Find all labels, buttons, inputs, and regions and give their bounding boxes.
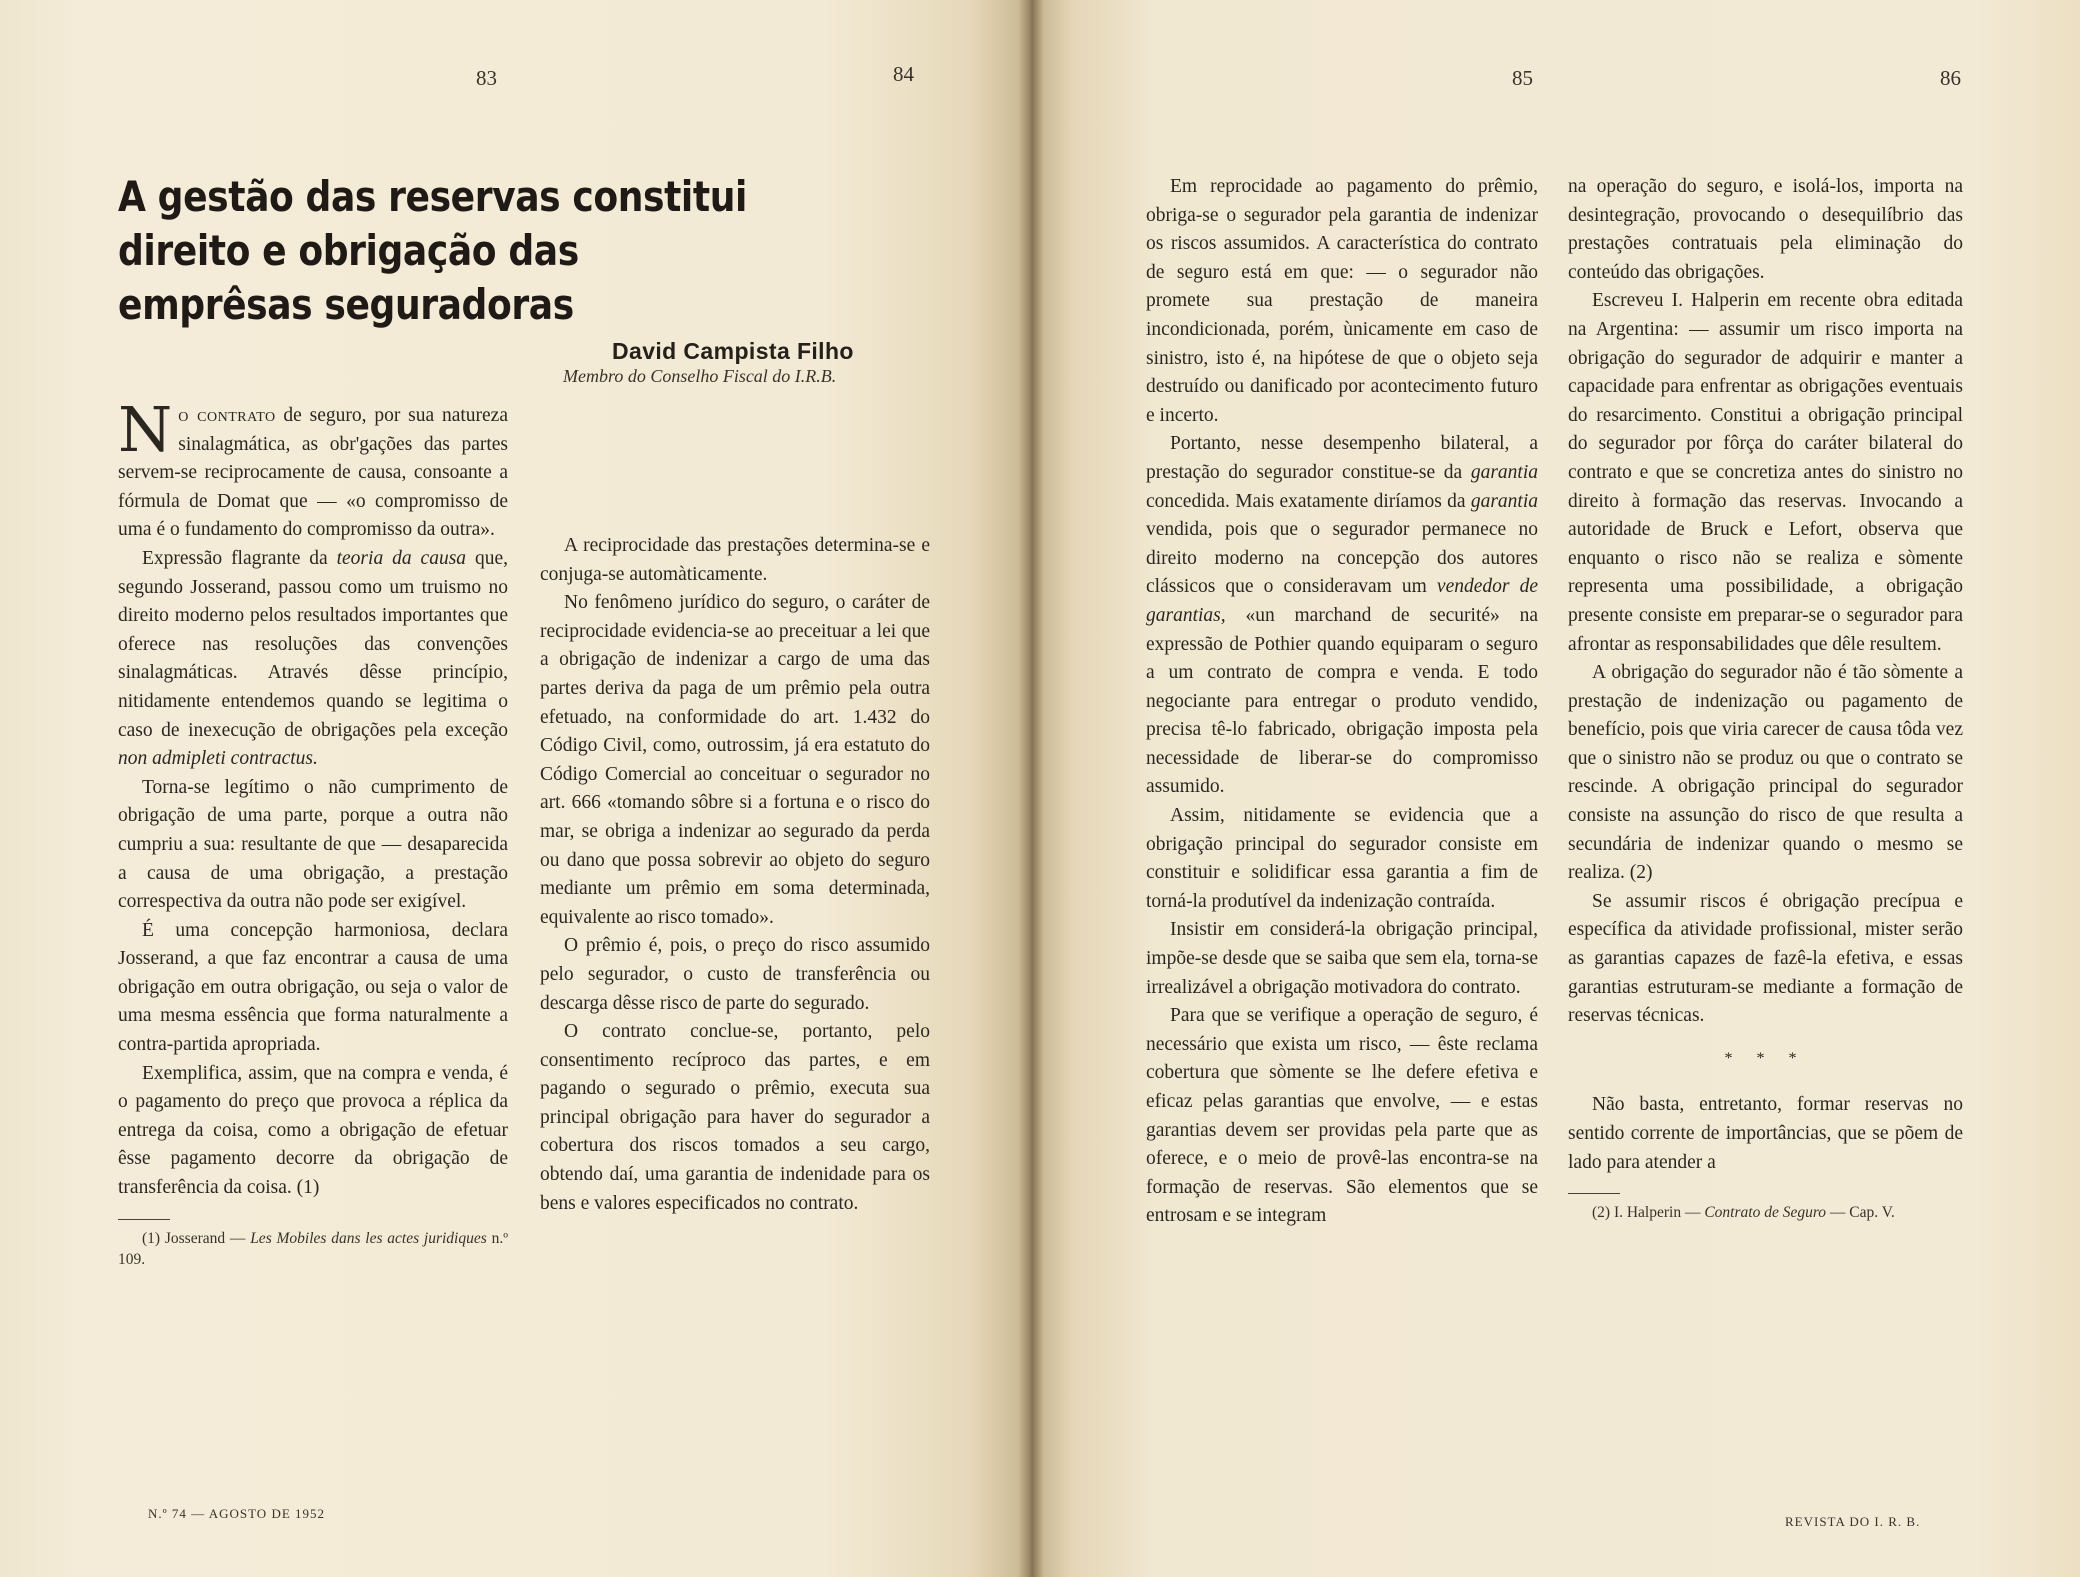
emphasis: non admipleti contractus. — [118, 748, 318, 770]
text-run: concedida. Mais exatamente diríamos da — [1146, 490, 1471, 512]
author-affiliation: Membro do Conselho Fiscal do I.R.B. — [563, 366, 837, 386]
text-run: «un marchand de securité» na expressão de Pothier quando equiparam o seguro a um contrato de compra e venda. E todo negociante para entregar o produto vendido, precisa tê-lo fabricado, obrigação imposta pela necessidade de liberar-se do compromisso assumido. — [1146, 604, 1538, 798]
paragraph-4: É uma concepção harmoniosa, declara Josserand, a que faz encontrar a causa de uma obrigação em outra obrigação, ou seja o valor de uma mesma essência que forma naturalmente a contra-partida apropriada. — [118, 919, 508, 1056]
column-4 — [1568, 173, 1963, 1223]
column-3 — [1146, 173, 1538, 1231]
paragraph-4: Insistir em considerá-la obrigação principal, impõe-se desde que se saiba que sem ela, torna-se irrealizável a obrigação motivadora do contrato. — [1146, 919, 1538, 998]
text-run: (1) Josserand — — [142, 1229, 251, 1247]
paragraph-2: No fenômeno jurídico do seguro, o caráter de reciprocidade evidencia-se ao preceituar a lei que a obrigação de indenizar a cargo de uma das partes deriva da paga de um prêmio pela outra efetuado, na conformidade do art. 1.432 do Código Civil, como, outrossim, já era estatuto do Código Comercial ao conceituar o segurador no art. 666 «tomando sôbre si a fortuna e o risco do mar, se obriga a indenizar ao segurado da perda ou dano que possa sobrevir ao objeto do seguro mediante um prêmio em soma determinada, equivalente ao risco tomado». — [540, 592, 930, 928]
paragraph-3: O prêmio é, pois, o preço do risco assumido pelo segurador, o custo de transferência ou descarga dêsse risco de parte do segurado. — [540, 935, 930, 1014]
lead-text: de seguro, por sua natureza sinalagmática, as obr'gações das partes servem-se reciprocamente de causa, consoante a fórmula de Domat que — «o compromisso de uma é o fundamento do compromisso da outra». — [118, 405, 508, 541]
paragraph-2 — [118, 545, 508, 774]
paragraph-4: Não basta, entretanto, formar reservas no sentido corrente de importâncias, que se põem de lado para atender a — [1568, 1094, 1963, 1173]
page-number-86: 86 — [1940, 66, 1961, 90]
footnote-2 — [1568, 1202, 1963, 1223]
footer-issue: N.º 74 — AGOSTO DE 1952 — [148, 1506, 326, 1521]
paragraph-3: Torna-se legítimo o não cumprimento de obrigação de uma parte, porque a outra não cumpriu a sua: resultante de que — desaparecida a causa de uma obrigação, a prestação correspectiva da outra não pode ser exigível. — [118, 776, 508, 913]
text-run: vendida, pois que o segurador permanece no direito moderno na concepção dos autores clássicos que o consideravam um — [1146, 519, 1538, 598]
text-run: — Cap. V. — [1826, 1204, 1895, 1222]
emphasis: Contrato de Seguro — [1704, 1204, 1827, 1222]
paragraph-5: Exemplifica, assim, que na compra e venda, é o pagamento do preço que provoca a réplica da entrega da coisa, como a obrigação de efetuar êsse pagamento decorre da obrigação de transferência da coisa. (1) — [118, 1062, 508, 1199]
text-run: Expressão flagrante da — [142, 547, 337, 569]
article-author: David Campista Filho — [612, 338, 854, 364]
drop-cap: N — [118, 393, 173, 466]
paragraph-2 — [1146, 430, 1538, 802]
column-2 — [540, 532, 930, 1218]
text-run: que, segundo Josserand, passou como um truismo no direito moderno pelos resultados importantes que oferece nas resoluções das convenções sinalagmáticas. Através dêsse princípio, nitidamente entendemos quando se legitima o caso de inexecução de obrigações pela exceção — [118, 547, 508, 741]
text-run: Portanto, nesse desempenho bilateral, a prestação do segurador constitue-se da — [1146, 433, 1538, 483]
footnote-1 — [118, 1228, 508, 1270]
emphasis: vendedor de garantias, — [1146, 576, 1538, 626]
page-number-84: 84 — [893, 62, 914, 86]
paragraph-1: A reciprocidade das prestações determina-se e conjuga-se automàticamente. — [540, 535, 930, 585]
emphasis: teoria da causa — [336, 547, 467, 569]
emphasis: garantia — [1470, 490, 1538, 512]
paragraph-1: Em reprocidade ao pagamento do prêmio, obriga-se o segurador pela garantia de indenizar os riscos assumidos. A característica do contrato de seguro está em que: — o segurador não promete sua prestação de maneira incondicionada, porém, ùnicamente em caso de sinistro, isto é, na hipótese de que o objeto seja destruído ou danificado por acontecimento futuro e incerto. — [1146, 176, 1538, 426]
text-run: n.º 109. — [118, 1229, 508, 1268]
column-1 — [118, 393, 508, 1270]
footnote-rule — [1568, 1193, 1620, 1194]
paragraph-3: Se assumir riscos é obrigação precípua e específica da atividade profissional, mister serão as garantias capazes de fazê-la efetiva, e essas garantias estruturam-se mediante a formação de reservas técnicas. — [1568, 890, 1963, 1027]
footer-journal: REVISTA DO I. R. B. — [1785, 1514, 1921, 1529]
article-title: A gestão das reservas constitui direito e obrigação das emprêsas seguradoras — [118, 172, 747, 329]
text-run: (2) I. Halperin — — [1592, 1204, 1705, 1222]
emphasis: garantia — [1470, 461, 1538, 483]
paragraph-5: Para que se verifique a operação de seguro, é necessário que exista um risco, — êste reclama cobertura que sòmente se lhe defere efetiva e eficaz pelas garantias que envolve, — e estas garantias devem ser providas pela parte que as oferece, e o meio de provê-las encontra-se na formação de reservas. São elementos que se entrosam e se integram — [1146, 1005, 1538, 1227]
lead-smallcaps: o contrato — [178, 405, 276, 426]
emphasis: Les Mobiles dans les actes juridiques — [250, 1229, 487, 1247]
footnote-rule — [118, 1219, 170, 1220]
book-gutter — [1018, 0, 1044, 1577]
paragraph-1: Escreveu I. Halperin em recente obra editada na Argentina: — assumir um risco importa na obrigação do segurador de adquirir e manter a capacidade para enfrentar as obrigações eventuais do resarcimento. Constitui a obrigação principal do segurador por fôrça do caráter bilateral do contrato e que se concretiza antes do sinistro no direito à formação das reservas. Invocando a autoridade de Bruck e Lefort, observa que enquanto o risco não se realiza e sòmente representa uma possibilidade, a obrigação presente consiste em preparar-se o segurador para afrontar as responsabilidades que dêle resultem. — [1568, 290, 1963, 655]
paragraph-4: O contrato conclue-se, portanto, pelo consentimento recíproco das partes, e em pagando o segurado o prêmio, executa sua principal obrigação para haver do segurador a cobertura dos riscos tomados a seu cargo, obtendo daí, uma garantia de indenidade para os bens e valores especificados no contrato. — [540, 1021, 930, 1214]
paragraph-1 — [118, 393, 508, 545]
paragraph-2: A obrigação do segurador não é tão sòmente a prestação de indenização ou pagamento de benefício, pois que viria carecer de causa tôda vez que o sinistro não se produz ou que o contrato se rescinde. A obrigação principal do segurador consiste na assunção do risco de que resulta a secundária de indenizar quando o mesmo se realiza. (2) — [1568, 662, 1963, 884]
section-separator: * * * — [1724, 1049, 1807, 1067]
page-number-85: 85 — [1512, 66, 1533, 90]
left-page — [0, 0, 1030, 1577]
paragraph-3: Assim, nitidamente se evidencia que a obrigação principal do segurador consiste em constituir e solidificar essa garantia a fim de torná-la produtível da indenização contraída. — [1146, 805, 1538, 912]
page-number-83: 83 — [476, 66, 497, 90]
paragraph-0: na operação do seguro, e isolá-los, importa na desintegração, provocando o desequilíbrio das prestações contratuais pela eliminação do conteúdo das obrigações. — [1568, 176, 1963, 283]
